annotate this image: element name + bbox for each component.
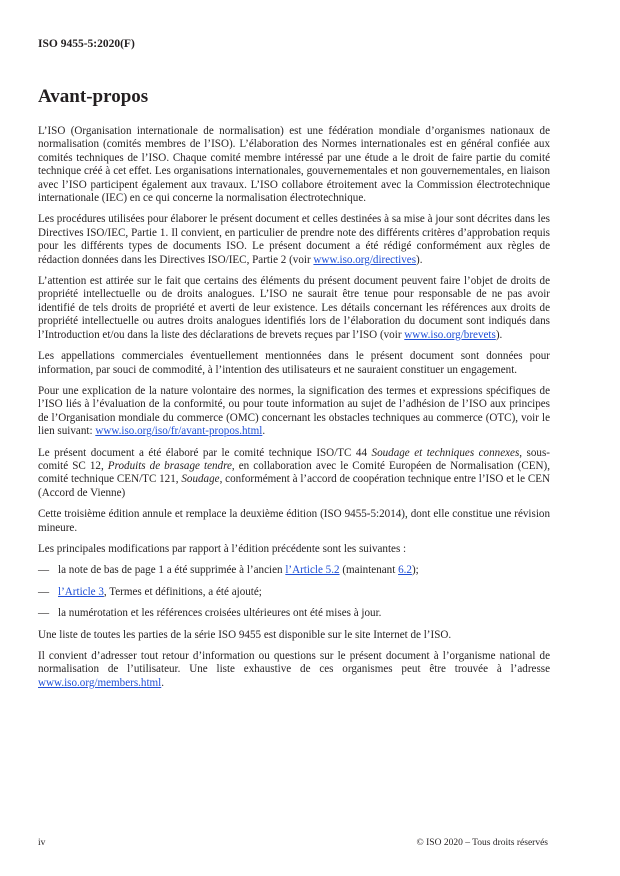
hyperlink[interactable]: l’Article 5.2 [285, 564, 340, 577]
hyperlink[interactable]: l’Article 3 [58, 585, 104, 598]
text: , Termes et définitions, a été ajouté; [103, 585, 262, 598]
page-title: Avant-propos [38, 86, 149, 107]
list-item-text [58, 586, 262, 599]
hyperlink[interactable]: www.iso.org/iso/fr/avant-propos.html [95, 425, 263, 438]
paragraph [38, 125, 550, 205]
paragraph [38, 350, 550, 377]
text: la numérotation et les références croisées ultérieures ont été mises à jour. [58, 607, 382, 620]
list-dash: — [38, 607, 50, 620]
text: , sous-comité SC 12, [38, 446, 550, 472]
text: ). [416, 253, 423, 266]
text: ); [411, 564, 419, 577]
list-item [38, 607, 550, 620]
italic-text: Soudage [181, 473, 220, 486]
text: Les procédures utilisées pour élaborer le présent document et celles destinées à sa mise à jour sont décrites dans les Directives ISO/IEC, Partie 1. Il convient, en particulier de prendre note des différents critères d’approbation requis pour les différents types de documents ISO. Le présent document a été rédigé conformément aux règles de rédaction données dans les Directives ISO/IEC, Partie 2 (voir [38, 213, 550, 266]
text: ). [495, 328, 503, 341]
paragraph [38, 385, 550, 439]
text: Les principales modifications par rapport à l’édition précédente sont les suivantes : [38, 542, 407, 555]
hyperlink[interactable]: www.iso.org/members.html [38, 676, 162, 689]
hyperlink[interactable]: 6.2 [398, 564, 412, 577]
text: Pour une explication de la nature volontaire des normes, la signification des termes et expressions spécifiques de l’ISO liés à l’évaluation de la conformité, ou pour toute information au sujet de l’adhésion de l’ISO aux principes de l’Organisation mondiale du commerce (OMC) concernant les obstacles techniques au commerce (OTC), voir le lien suivant: [38, 384, 550, 438]
list-item [38, 564, 550, 577]
text: Les appellations commerciales éventuellement mentionnées dans le présent document sont données pour information, par souci de commodité, à l’intention des utilisateurs et ne sauraient constituer un engagement. [38, 350, 550, 376]
page-number: iv [38, 838, 46, 848]
paragraph [38, 543, 550, 556]
copyright-notice: © ISO 2020 – Tous droits réservés [416, 838, 548, 848]
list-dash: — [38, 585, 50, 598]
text: , conformément à l’accord de coopération technique entre l’ISO et le CEN (Accord de Vienne) [38, 473, 551, 499]
italic-text: Soudage et techniques connexes [371, 446, 520, 459]
text: Une liste de toutes les parties de la série ISO 9455 est disponible sur le site Internet de l’ISO. [38, 628, 452, 641]
text: Cette troisième édition annule et remplace la deuxième édition (ISO 9455-5:2014), dont elle constitue une révision mineure. [38, 508, 550, 534]
text: , en collaboration avec le Comité Européen de Normalisation (CEN), comité technique CEN/TC 121, [38, 459, 550, 486]
paragraph [38, 508, 550, 535]
paragraph [38, 213, 550, 267]
paragraph [38, 650, 550, 690]
text: Il convient d’adresser tout retour d’information ou questions sur le présent document à l’organisme national de normalisation de l’utilisateur. Une liste exhaustive de ces organismes peut être trouvée à l’adresse [38, 650, 550, 676]
italic-text: Produits de brasage tendre [107, 459, 232, 472]
paragraph [38, 447, 550, 501]
text: . [262, 425, 266, 438]
hyperlink[interactable]: www.iso.org/directives [313, 253, 417, 266]
list-item-text [58, 607, 381, 620]
list-dash: — [38, 564, 50, 577]
text: Le présent document a été élaboré par le comité technique ISO/TC 44 [38, 446, 372, 459]
list-item-text [58, 564, 419, 577]
hyperlink[interactable]: www.iso.org/brevets [404, 328, 496, 341]
text: la note de bas de page 1 a été supprimée à l’ancien [58, 564, 286, 577]
text: (maintenant [339, 564, 399, 577]
paragraph [38, 275, 550, 342]
text: L’attention est attirée sur le fait que certains des éléments du présent document peuvent faire l’objet de droits de propriété intellectuelle ou de droits analogues. L’ISO ne saurait être tenue pour responsable de ne pas avoir identifié de tels droits de propriété et averti de leur existence. Les détails concernant les références aux droits de propriété intellectuelle ou autres droits analogues identifiés lors de l’élaboration du document sont indiqués dans l’Introduction et/ou dans la liste des déclarations de brevets reçues par l’ISO (voir [38, 275, 550, 341]
document-id-header: ISO 9455-5:2020(F) [38, 38, 135, 50]
text: . [161, 676, 165, 689]
list-item [38, 586, 550, 599]
paragraph [38, 629, 550, 642]
foreword-body [38, 125, 550, 698]
text: L’ISO (Organisation internationale de normalisation) est une fédération mondiale d’organismes nationaux de normalisation (comités membres de l’ISO). L’élaboration des Normes internationales est en général confiée aux comités techniques de l’ISO. Chaque comité membre intéressé par une étude a le droit de faire partie du comité technique créé à cet effet. Les organisations internationales, gouvernementales et non gouvernementales, en liaison avec l’ISO participent également aux travaux. L’ISO collabore étroitement avec la Commission électrotechnique internationale (IEC) en ce qui concerne la normalisation électrotechnique. [38, 125, 550, 205]
